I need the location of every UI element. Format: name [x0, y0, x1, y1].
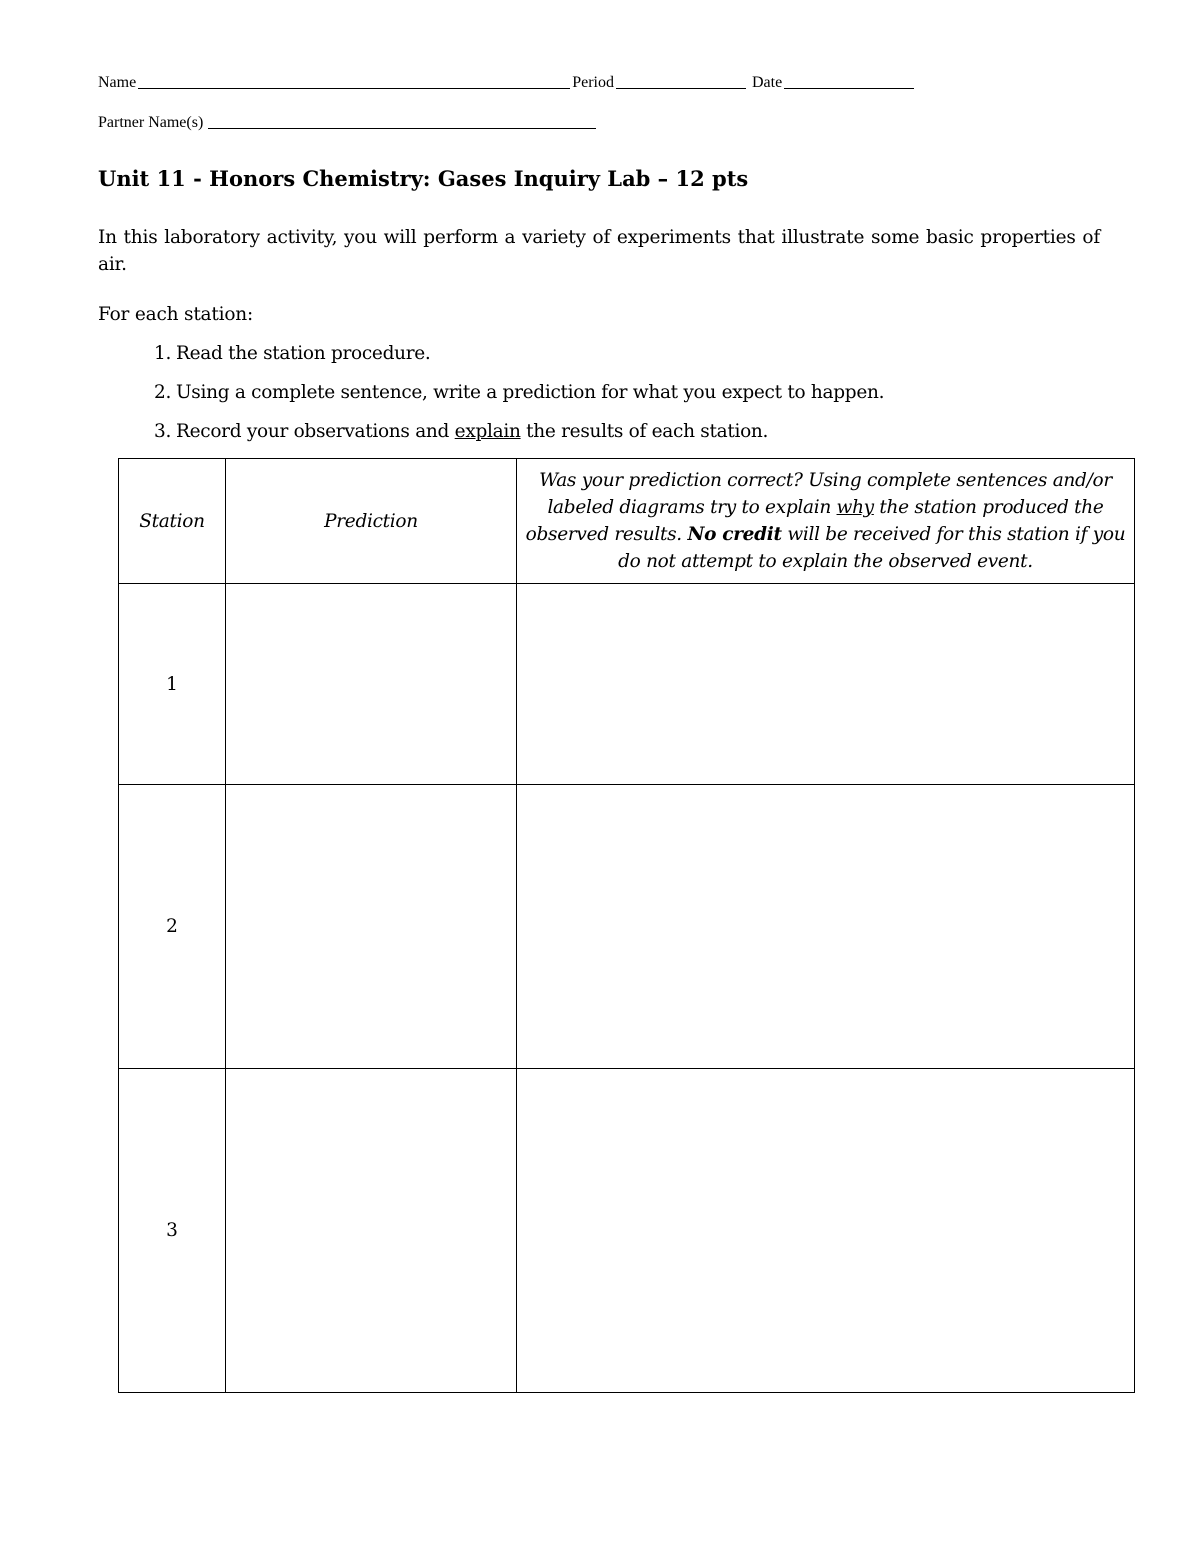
- intro-paragraph: In this laboratory activity, you will perform a variety of experiments that illustrate some basic properties of air.: [98, 227, 1100, 275]
- station-header: Station: [119, 459, 226, 584]
- step-item: [98, 382, 884, 421]
- prediction-cell[interactable]: [226, 584, 517, 785]
- partner-label: Partner Name(s): [98, 114, 204, 131]
- prediction-header: Prediction: [226, 459, 517, 584]
- step-text: [176, 421, 768, 460]
- page-title: Unit 11 - Honors Chemistry: Gases Inquiry Lab – 12 pts: [98, 166, 749, 191]
- step-item: [98, 421, 884, 460]
- step-text-part: the results of each station.: [520, 421, 769, 442]
- explain-bold: No credit: [687, 524, 782, 545]
- explain-text: the station produced the observed results.: [525, 497, 1104, 545]
- name-period-date-row: [98, 72, 916, 92]
- name-label: Name: [98, 74, 137, 91]
- step-text: Read the station procedure.: [176, 343, 431, 364]
- table-row: [119, 1069, 1135, 1393]
- explanation-cell[interactable]: [517, 785, 1135, 1069]
- steps-list: [98, 343, 884, 460]
- step-text: Using a complete sentence, write a prediction for what you expect to happen.: [176, 382, 885, 403]
- step-item: [98, 343, 884, 382]
- explanation-cell[interactable]: [517, 584, 1135, 785]
- station-number: 2: [119, 785, 226, 1069]
- step-number: 3.: [154, 421, 172, 442]
- step-number: 2.: [154, 382, 172, 403]
- explain-text: Was your prediction correct? Using complete sentences and/or labeled diagrams try to explain: [539, 470, 1112, 518]
- explain-text: will be received for this station if you do not attempt to explain the observed event.: [618, 524, 1126, 572]
- partner-field[interactable]: [208, 112, 596, 129]
- prediction-cell[interactable]: [226, 785, 517, 1069]
- station-number: 3: [119, 1069, 226, 1393]
- prediction-cell[interactable]: [226, 1069, 517, 1393]
- step-text-underlined: explain: [454, 421, 521, 442]
- station-number: 1: [119, 584, 226, 785]
- for-each-label: For each station:: [98, 304, 254, 325]
- explain-underlined: why: [836, 497, 874, 518]
- table-row: [119, 785, 1135, 1069]
- step-text-part: Record your observations and: [176, 421, 455, 442]
- name-field[interactable]: [138, 72, 570, 89]
- date-label: Date: [751, 74, 783, 91]
- partner-row: [98, 112, 598, 132]
- date-field[interactable]: [784, 72, 914, 89]
- period-field[interactable]: [616, 72, 746, 89]
- explanation-cell[interactable]: [517, 1069, 1135, 1393]
- step-number: 1.: [154, 343, 172, 364]
- period-label: Period: [572, 74, 614, 91]
- table-row: [119, 584, 1135, 785]
- station-table: [118, 458, 1135, 1393]
- explanation-header: [517, 459, 1135, 584]
